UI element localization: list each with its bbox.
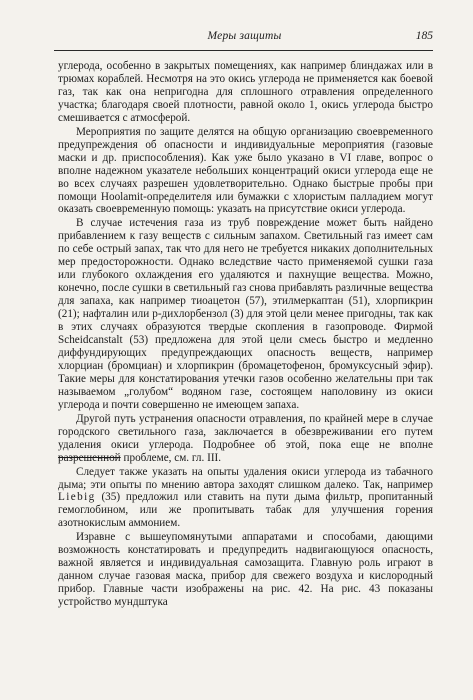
running-header: [56, 30, 433, 46]
page-number: 185: [415, 30, 433, 42]
author-name: Liebig: [58, 491, 96, 504]
page-body: [58, 60, 433, 609]
paragraph-detoxification: [58, 413, 433, 465]
paragraph-text: проблеме, см. гл. III.: [120, 451, 222, 464]
paragraph-text: Другой путь устранения опасности отравления, по крайней мере в случае городского светильного газа, заключается в обезвреживании его путем удаления окиси углерода. Подробнее об этой, пока еще не вполне: [58, 412, 433, 451]
paragraph-individual-protection: Изравне с вышеупомянутыми аппаратами и способами, дающими возможность констатировать и предупредить надвигающуюся опасность, важной является и индивидуальная самозащита. Главную роль играют в данном случае газовая маска, прибор для свежего воздуха и кислородный прибор. Главные части изображены на рис. 42. На рис. 43 показаны устройство мундштука: [58, 531, 433, 609]
paragraph-gas-leak-odorants: В случае истечения газа из труб повреждение может быть найдено прибавлением к газу веществ с сильным запахом. Светильный газ имеет сам по себе острый запах, так что для него не требуется никаких дополнительных мер предосторожности. Однако вследствие часто применяемой сушки газа или глубокого охлаждения его удаляются и пахнущие вещества. Можно, конечно, после сушки в светильный газ снова прибавлять различные вещества для запаха, как например тиоацетон (57), этилмеркаптан (51), хлорпикрин (21); нафталин или р-дихлорбензол (3) для этой цели менее пригодны, так как в этих случаях образуются твердые скопления в газопроводе. Фирмой Scheidcanstalt (53) предложена для этой цели смесь быстро и медленно диффундирующих предупреждающих опасность веществ, например хлорциан (бромциан) и хлорпикрин (бромацетофенон, бромуксусный эфир). Такие меры для констатирования утечки газов особенно желательны при так называемом „голубом“ водяном газе, состоящем наполовину из окиси углерода и почти совершенно не имеющем запаха.: [58, 217, 433, 411]
paragraph-text: Следует также указать на опыты удаления окиси углерода из табачного дыма; эти опыты по мнению автора заходят слишком далеко. Так, например: [58, 465, 433, 491]
struck-word: разрешенной: [58, 451, 121, 464]
paragraph-protection-measures: Мероприятия по защите делятся на общую организацию своевременного предупреждения об опасности и индивидуальные мероприятия (газовые маски и др. приспособления). Как уже было указано в VI главе, вопрос о вполне надежном указателе небольших концентраций окиси углерода еще не во всех случаях разрешен удовлетворительно. Однако быстрые пробы при помощи Hoolamit-определителя или бумажки с хлористым палладием могут оказать своевременную помощь: указать на присутствие окиси углерода.: [58, 125, 433, 216]
running-title: Меры защиты: [207, 30, 282, 42]
header-rule: [54, 50, 433, 51]
paragraph-text: (35) предложил или ставить на пути дыма фильтр, пропитанный гемоглобином, или же пропитывать табак для улучшения горения азотнокислым аммонием.: [58, 491, 433, 530]
paragraph-continuation: углерода, особенно в закрытых помещениях, как например блиндажах или в трюмах кораблей. Несмотря на это окись углерода не применяется как боевой газ, так как она непригодна для сплошного отравления определенного участка; благодаря своей плотности, равной около 1, окись углерода быстро смешивается с атмосферой.: [58, 60, 433, 124]
paragraph-tobacco-smoke: [58, 466, 433, 531]
